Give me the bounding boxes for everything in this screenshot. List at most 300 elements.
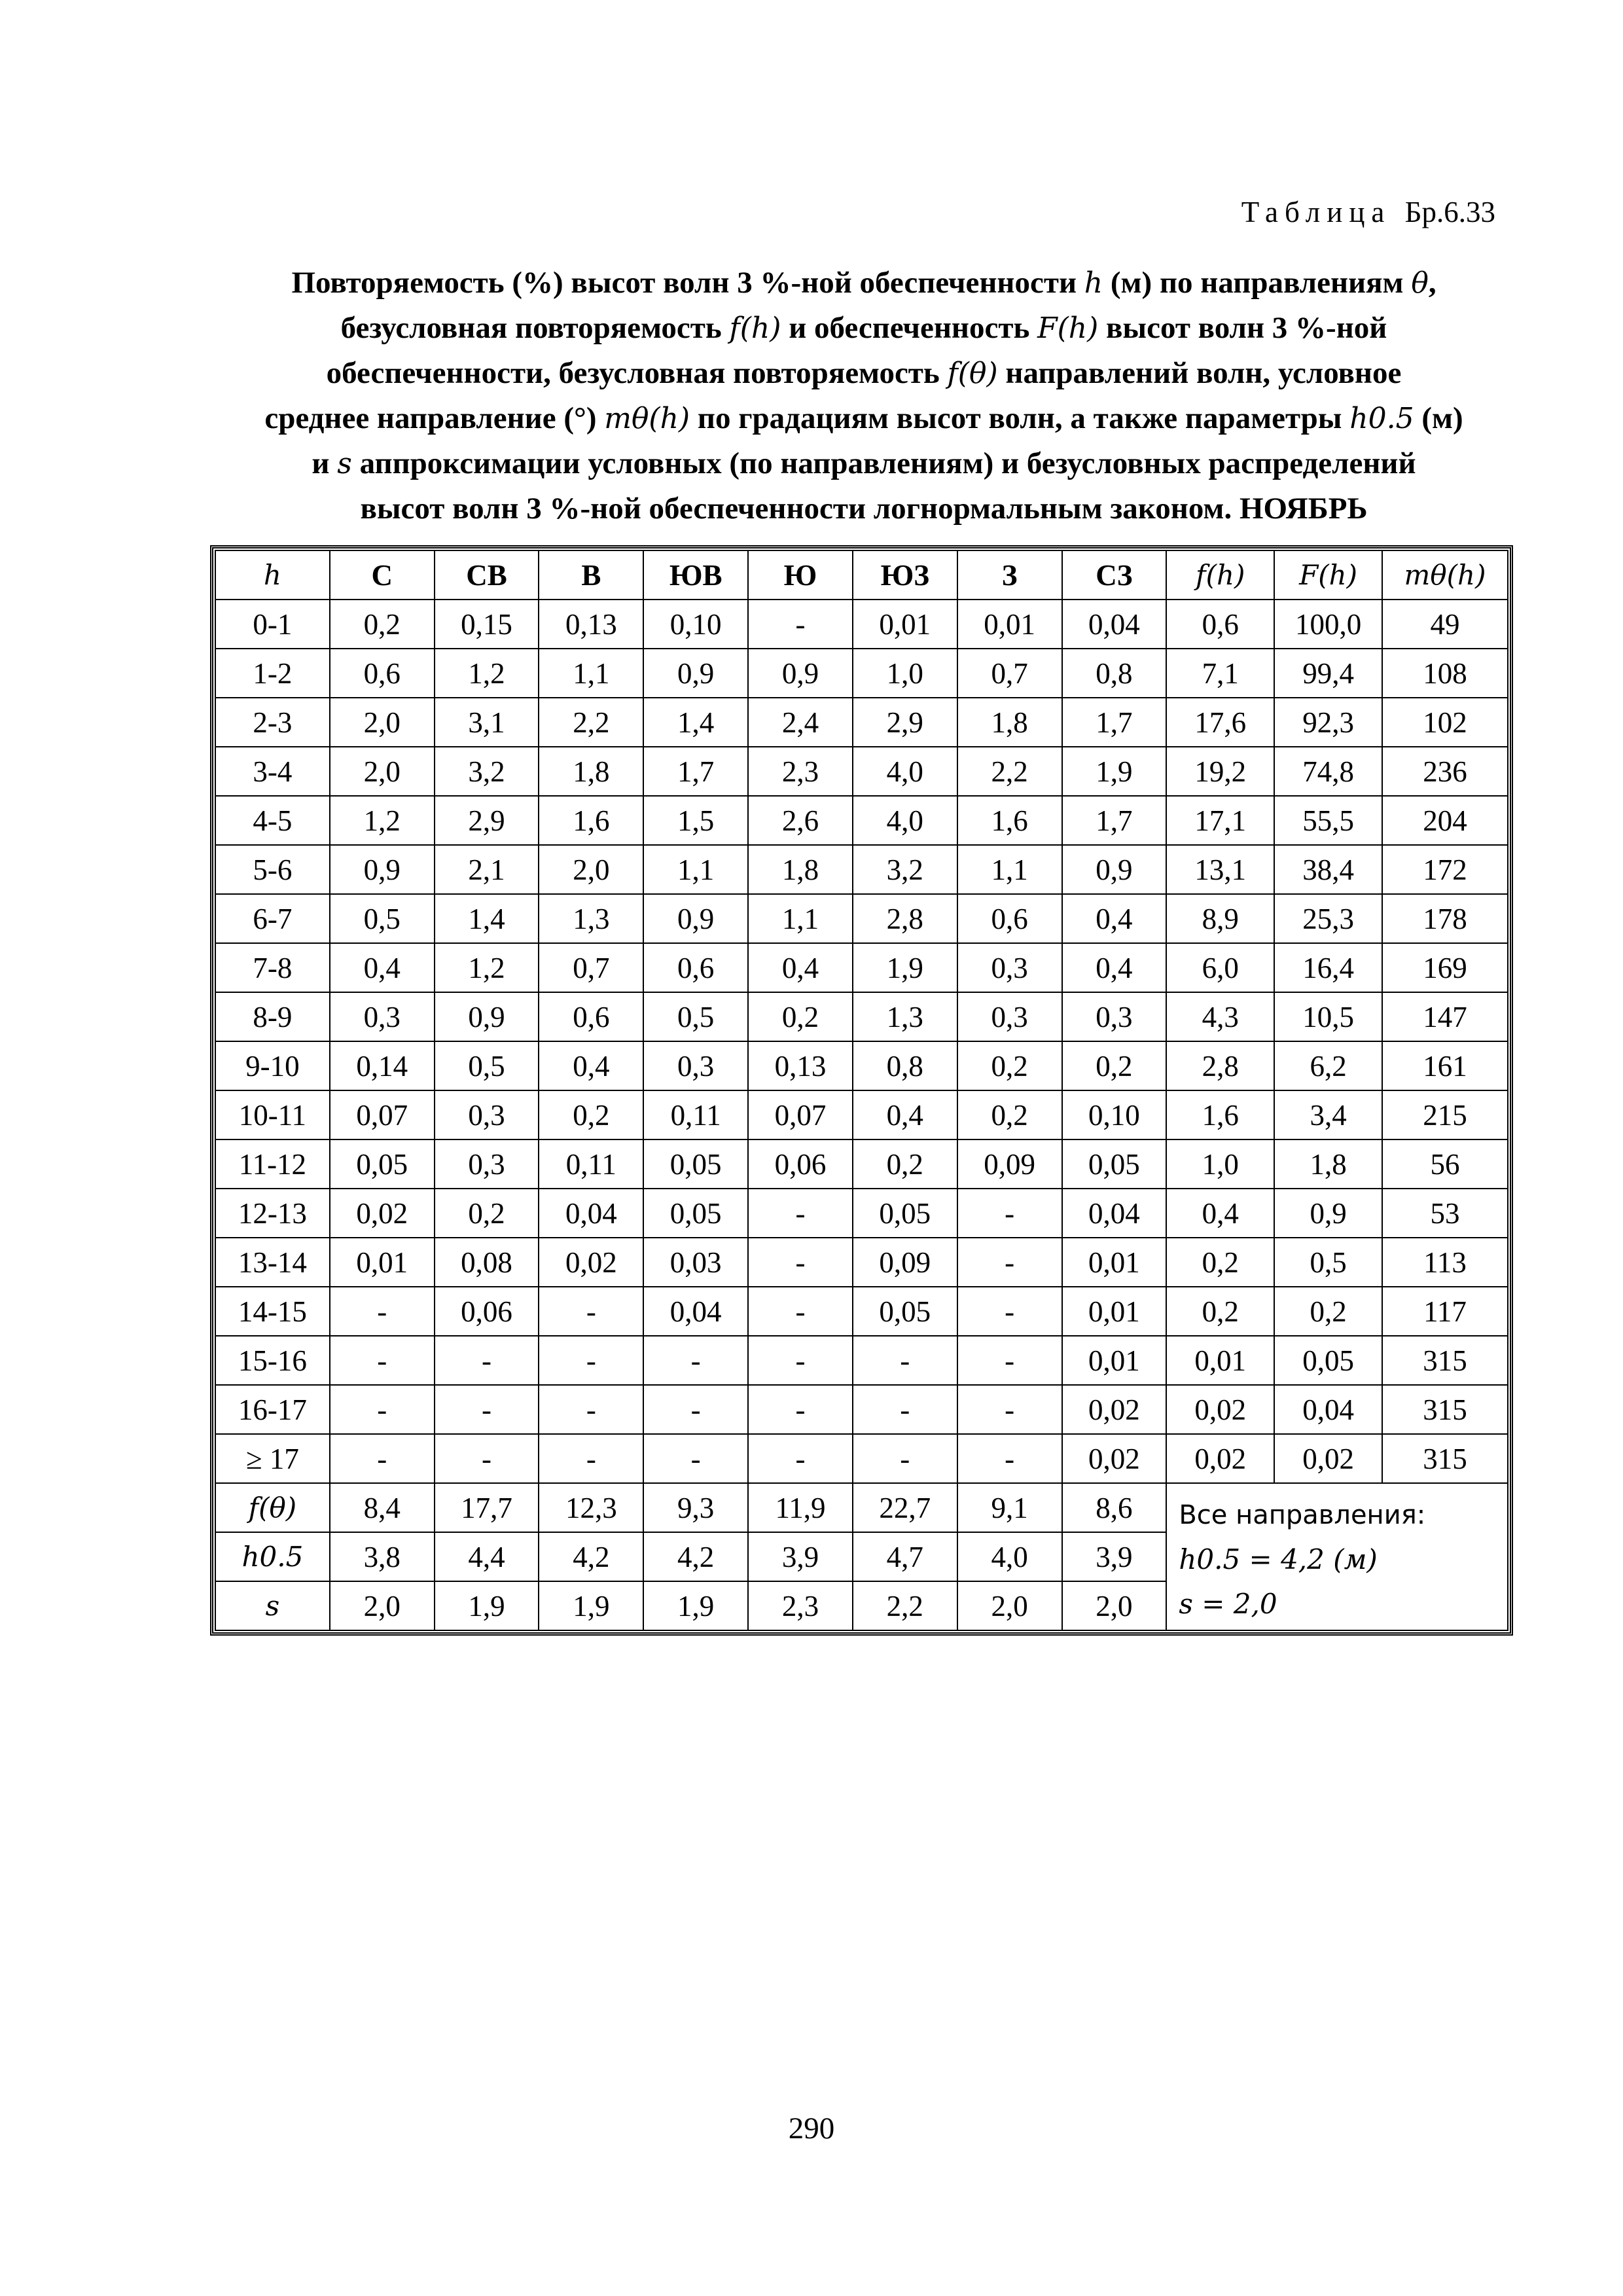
table-cell: 19,2 (1166, 747, 1274, 796)
table-cell: 1,4 (643, 698, 748, 747)
table-cell: 0,11 (643, 1090, 748, 1139)
table-cell: 2,1 (435, 845, 539, 894)
summary-line: h0.5 = 4,2 (м) (1179, 1543, 1378, 1575)
table-cell: 3,2 (853, 845, 957, 894)
table-cell: - (330, 1385, 435, 1434)
table-cell: - (435, 1336, 539, 1385)
table-caption: Повторяемость (%) высот волн 3 %-ной обеспеченности h (м) по направлениям θ, безусловная повторяемость f(h) и обеспеченность F(h) высот волн 3 %-ной обеспеченности, безусловная повторяемость f(θ) направлений волн, условное среднее направление (°) mθ(h) по градациям высот волн, а также параметры h0.5 (м) и s аппроксимации условных (по направлениям) и безусловных распределений высот волн 3 %-ной обеспеченности логнормальным законом. НОЯБРЬ (264, 266, 1463, 526)
table-cell: 56 (1382, 1139, 1508, 1189)
table-cell: 9,3 (643, 1483, 748, 1532)
table-cell: 0,07 (748, 1090, 853, 1139)
table-cell: 215 (1382, 1090, 1508, 1139)
table-row (215, 992, 1508, 1041)
table-cell: 8,9 (1166, 894, 1274, 943)
table-cell: 8,4 (330, 1483, 435, 1532)
table-cell: 17,1 (1166, 796, 1274, 845)
table-cell: 0,5 (643, 992, 748, 1041)
table-cell: 1,9 (643, 1581, 748, 1630)
caption-text: обеспеченности, безусловная повторяемость (326, 356, 940, 390)
table-cell: - (435, 1434, 539, 1483)
header-cell: В (539, 550, 643, 600)
table-cell: 0,2 (957, 1090, 1062, 1139)
table-cell: 0,3 (330, 992, 435, 1041)
table-cell: 0,04 (1062, 1189, 1167, 1238)
table-cell: - (748, 1189, 853, 1238)
table-row (215, 1090, 1508, 1139)
table-cell: 2,8 (853, 894, 957, 943)
table-row (215, 1041, 1508, 1090)
table-cell: 2,0 (957, 1581, 1062, 1630)
caption-text: Повторяемость (%) высот волн 3 %-ной обеспеченности (291, 266, 1077, 300)
caption-text: высот волн 3 %-ной (1106, 311, 1387, 345)
table-cell: - (748, 600, 853, 649)
table-cell: 2,0 (1062, 1581, 1167, 1630)
table-cell: 0,9 (643, 894, 748, 943)
table-cell: 2,3 (748, 1581, 853, 1630)
table-cell: - (330, 1287, 435, 1336)
table-cell: 0,8 (1062, 649, 1167, 698)
table-cell: 0,3 (957, 992, 1062, 1041)
table-cell: 315 (1382, 1434, 1508, 1483)
table-cell: 0,07 (330, 1090, 435, 1139)
table-cell: - (539, 1336, 643, 1385)
table-cell: 2,2 (957, 747, 1062, 796)
header-cell: F(h) (1274, 550, 1382, 600)
table-cell: 1,7 (643, 747, 748, 796)
row-height-range: 16-17 (215, 1385, 330, 1434)
caption-text: высот волн 3 %-ной обеспеченности логнормальным законом. НОЯБРЬ (360, 492, 1368, 526)
header-cell: f(h) (1166, 550, 1274, 600)
table-cell: 1,6 (957, 796, 1062, 845)
table-label (1241, 195, 1495, 229)
table-cell: 0,01 (330, 1238, 435, 1287)
table-cell: 7,1 (1166, 649, 1274, 698)
table-cell: 0,08 (435, 1238, 539, 1287)
table-cell: 2,9 (853, 698, 957, 747)
page-number: 290 (788, 2111, 835, 2145)
table-row (215, 747, 1508, 796)
table-row (215, 1434, 1508, 1483)
table-cell: 13,1 (1166, 845, 1274, 894)
table-cell: 0,09 (853, 1238, 957, 1287)
header-cell: Ю (748, 550, 853, 600)
table-cell: 0,04 (1062, 600, 1167, 649)
table-cell: - (853, 1336, 957, 1385)
row-height-range: 9-10 (215, 1041, 330, 1090)
table-cell: 55,5 (1274, 796, 1382, 845)
table-cell: 0,02 (1062, 1385, 1167, 1434)
table-cell: 1,6 (1166, 1090, 1274, 1139)
table-cell: - (748, 1336, 853, 1385)
table-cell: 0,2 (853, 1139, 957, 1189)
table-cell: 0,02 (330, 1189, 435, 1238)
table-cell: 0,13 (748, 1041, 853, 1090)
header-cell: ЮЗ (853, 550, 957, 600)
table-cell: 0,4 (330, 943, 435, 992)
caption-text: и (312, 446, 330, 480)
row-height-range: 10-11 (215, 1090, 330, 1139)
table-cell: 2,0 (330, 747, 435, 796)
table-cell: 4,0 (957, 1532, 1062, 1581)
table-cell: 2,0 (330, 1581, 435, 1630)
row-height-range: 0-1 (215, 600, 330, 649)
row-height-range: 2-3 (215, 698, 330, 747)
row-height-range: 8-9 (215, 992, 330, 1041)
caption-symbol: h0.5 (1349, 402, 1414, 435)
table-cell: 3,4 (1274, 1090, 1382, 1139)
table-cell: - (957, 1336, 1062, 1385)
table-cell: 0,3 (1062, 992, 1167, 1041)
table-cell: 0,9 (435, 992, 539, 1041)
header-cell: ЮВ (643, 550, 748, 600)
table-cell: 0,10 (643, 600, 748, 649)
table-cell: 0,6 (1166, 600, 1274, 649)
table-row (215, 1189, 1508, 1238)
table-cell: 0,05 (853, 1287, 957, 1336)
table-cell: 169 (1382, 943, 1508, 992)
table-cell: 0,2 (539, 1090, 643, 1139)
table-cell: 2,2 (539, 698, 643, 747)
table-cell: 1,1 (957, 845, 1062, 894)
table-cell: 0,4 (1062, 943, 1167, 992)
table-cell: 1,2 (435, 649, 539, 698)
table-cell: 8,6 (1062, 1483, 1167, 1532)
table-cell: 6,2 (1274, 1041, 1382, 1090)
table-cell: 1,1 (539, 649, 643, 698)
table-cell: 1,7 (1062, 698, 1167, 747)
row-height-range: 15-16 (215, 1336, 330, 1385)
table-row (215, 1139, 1508, 1189)
caption-text: аппроксимации условных (по направлениям) и безусловных распределений (359, 446, 1416, 480)
table-row (215, 600, 1508, 649)
row-height-range: 1-2 (215, 649, 330, 698)
table-cell: 0,05 (643, 1189, 748, 1238)
table-cell: - (539, 1385, 643, 1434)
caption-text: среднее направление (°) (264, 401, 597, 435)
table-cell: 0,6 (539, 992, 643, 1041)
table-cell: 1,3 (853, 992, 957, 1041)
table-cell: - (643, 1336, 748, 1385)
table-cell: 0,15 (435, 600, 539, 649)
table-cell: 0,01 (1062, 1336, 1167, 1385)
table-cell: 0,10 (1062, 1090, 1167, 1139)
table-label-prefix: Таблица (1241, 196, 1391, 228)
wave-height-table (215, 550, 1508, 1631)
table-cell: 16,4 (1274, 943, 1382, 992)
table-cell: - (957, 1434, 1062, 1483)
table-cell: 53 (1382, 1189, 1508, 1238)
table-cell: - (539, 1287, 643, 1336)
table-cell: 4,4 (435, 1532, 539, 1581)
table-cell: 2,0 (539, 845, 643, 894)
header-cell: mθ(h) (1382, 550, 1508, 600)
table-cell: 178 (1382, 894, 1508, 943)
table-cell: 0,02 (1062, 1434, 1167, 1483)
table-cell: 0,01 (1062, 1238, 1167, 1287)
table-cell: 11,9 (748, 1483, 853, 1532)
table-cell: 1,7 (1062, 796, 1167, 845)
table-cell: 0,8 (853, 1041, 957, 1090)
table-cell: 1,1 (748, 894, 853, 943)
table-cell: 0,02 (1274, 1434, 1382, 1483)
table-cell: 0,2 (1274, 1287, 1382, 1336)
table-cell: 0,3 (435, 1090, 539, 1139)
table-cell: 315 (1382, 1336, 1508, 1385)
table-cell: 4,7 (853, 1532, 957, 1581)
table-cell: - (957, 1287, 1062, 1336)
table-cell: 4,3 (1166, 992, 1274, 1041)
table-cell: 17,7 (435, 1483, 539, 1532)
table-cell: 0,04 (539, 1189, 643, 1238)
table-cell: 0,14 (330, 1041, 435, 1090)
row-height-range: 14-15 (215, 1287, 330, 1336)
table-cell: 1,0 (853, 649, 957, 698)
table-cell: 0,11 (539, 1139, 643, 1189)
table-cell: - (957, 1385, 1062, 1434)
table-cell: 10,5 (1274, 992, 1382, 1041)
all-directions-summary (1166, 1483, 1508, 1630)
caption-text: по градациям высот волн, а также параметры (697, 401, 1342, 435)
table-cell: 1,8 (748, 845, 853, 894)
table-cell: 25,3 (1274, 894, 1382, 943)
table-cell: 0,01 (957, 600, 1062, 649)
table-cell: 2,9 (435, 796, 539, 845)
table-cell: 1,9 (853, 943, 957, 992)
table-cell: - (435, 1385, 539, 1434)
table-cell: - (748, 1434, 853, 1483)
table-cell: 0,05 (643, 1139, 748, 1189)
table-cell: 0,5 (1274, 1238, 1382, 1287)
table-cell: - (539, 1434, 643, 1483)
table-cell: 0,9 (330, 845, 435, 894)
table-cell: 3,9 (748, 1532, 853, 1581)
caption-text: безусловная повторяемость (340, 311, 722, 345)
table-cell: 0,01 (1166, 1336, 1274, 1385)
table-cell: 108 (1382, 649, 1508, 698)
table-label-number: Бр.6.33 (1404, 196, 1495, 228)
table-cell: 0,9 (1062, 845, 1167, 894)
table-row (215, 1287, 1508, 1336)
caption-text: направлений волн, условное (1005, 356, 1402, 390)
table-cell: 4,0 (853, 796, 957, 845)
table-cell: 0,4 (853, 1090, 957, 1139)
table-cell: 0,3 (643, 1041, 748, 1090)
table-cell: 0,7 (957, 649, 1062, 698)
table-cell: 0,3 (435, 1139, 539, 1189)
table-cell: 3,9 (1062, 1532, 1167, 1581)
table-cell: 0,05 (1062, 1139, 1167, 1189)
table-cell: 236 (1382, 747, 1508, 796)
table-cell: 1,2 (330, 796, 435, 845)
table-cell: 1,9 (539, 1581, 643, 1630)
table-cell: 1,5 (643, 796, 748, 845)
table-cell: 1,2 (435, 943, 539, 992)
table-cell: 4,2 (539, 1532, 643, 1581)
footer-row-label: h0.5 (215, 1532, 330, 1581)
table-row (215, 1385, 1508, 1434)
table-row (215, 845, 1508, 894)
table-row (215, 1336, 1508, 1385)
table-cell: 147 (1382, 992, 1508, 1041)
table-cell: 74,8 (1274, 747, 1382, 796)
table-cell: 3,8 (330, 1532, 435, 1581)
table-cell: 4,2 (643, 1532, 748, 1581)
table-cell: 1,3 (539, 894, 643, 943)
table-cell: 0,5 (330, 894, 435, 943)
table-cell: 0,9 (748, 649, 853, 698)
caption-symbol: mθ(h) (604, 402, 690, 435)
row-height-range: 5-6 (215, 845, 330, 894)
table-cell: 1,4 (435, 894, 539, 943)
table-cell: 0,5 (435, 1041, 539, 1090)
table-cell: 1,0 (1166, 1139, 1274, 1189)
table-cell: 0,7 (539, 943, 643, 992)
summary-line: s = 2,0 (1179, 1588, 1277, 1620)
table-cell: - (748, 1385, 853, 1434)
table-cell: 2,8 (1166, 1041, 1274, 1090)
table-cell: 0,01 (853, 600, 957, 649)
table-cell: 161 (1382, 1041, 1508, 1090)
table-cell: 102 (1382, 698, 1508, 747)
table-cell: 0,09 (957, 1139, 1062, 1189)
row-height-range: 4-5 (215, 796, 330, 845)
row-height-range: 11-12 (215, 1139, 330, 1189)
table-cell: 9,1 (957, 1483, 1062, 1532)
table-cell: 3,1 (435, 698, 539, 747)
table-cell: - (957, 1189, 1062, 1238)
table-cell: 0,2 (748, 992, 853, 1041)
table-cell: 1,8 (957, 698, 1062, 747)
table-cell: 4,0 (853, 747, 957, 796)
table-cell: 1,1 (643, 845, 748, 894)
table-cell: 172 (1382, 845, 1508, 894)
table-cell: 99,4 (1274, 649, 1382, 698)
table-cell: - (330, 1336, 435, 1385)
table-cell: 0,2 (1062, 1041, 1167, 1090)
table-cell: 0,4 (748, 943, 853, 992)
table-cell: 1,8 (1274, 1139, 1382, 1189)
table-cell: 0,6 (643, 943, 748, 992)
table-cell: 0,2 (435, 1189, 539, 1238)
caption-symbol: f(θ) (947, 357, 998, 390)
table-cell: 1,8 (539, 747, 643, 796)
caption-symbol: f(h) (729, 312, 781, 345)
table-cell: - (330, 1434, 435, 1483)
table-row (215, 894, 1508, 943)
table-cell: 0,02 (1166, 1385, 1274, 1434)
caption-text: (м) по направлениям (1110, 266, 1404, 300)
table-cell: 0,3 (957, 943, 1062, 992)
table-cell: 2,3 (748, 747, 853, 796)
table-cell: 0,6 (330, 649, 435, 698)
row-height-range: ≥ 17 (215, 1434, 330, 1483)
table-cell: 0,06 (748, 1139, 853, 1189)
table-cell: 0,4 (539, 1041, 643, 1090)
table-cell: 2,2 (853, 1581, 957, 1630)
row-height-range: 12-13 (215, 1189, 330, 1238)
caption-text: (м) (1421, 401, 1463, 435)
caption-symbol: F(h) (1037, 312, 1099, 345)
table-cell: 0,02 (539, 1238, 643, 1287)
header-cell: СВ (435, 550, 539, 600)
table-cell: - (853, 1434, 957, 1483)
table-cell: 2,6 (748, 796, 853, 845)
table-cell: 1,6 (539, 796, 643, 845)
table-cell: 0,03 (643, 1238, 748, 1287)
table-cell: 204 (1382, 796, 1508, 845)
table-cell: 0,9 (1274, 1189, 1382, 1238)
table-cell: - (748, 1238, 853, 1287)
table-row (215, 943, 1508, 992)
table-cell: 0,02 (1166, 1434, 1274, 1483)
header-cell: h (215, 550, 330, 600)
table-cell: 2,4 (748, 698, 853, 747)
table-cell: 38,4 (1274, 845, 1382, 894)
table-cell: 0,06 (435, 1287, 539, 1336)
footer-row-label: s (215, 1581, 330, 1630)
table-header-row (215, 550, 1508, 600)
table-cell: 0,2 (1166, 1238, 1274, 1287)
table-cell: 0,9 (643, 649, 748, 698)
table-cell: 0,4 (1166, 1189, 1274, 1238)
table-cell: - (748, 1287, 853, 1336)
table-cell: 0,2 (1166, 1287, 1274, 1336)
table-cell: 0,04 (643, 1287, 748, 1336)
table-cell: 92,3 (1274, 698, 1382, 747)
table-cell: 0,05 (330, 1139, 435, 1189)
header-cell: СЗ (1062, 550, 1167, 600)
table-cell: 22,7 (853, 1483, 957, 1532)
caption-symbol: h (1084, 266, 1103, 300)
caption-text: и обеспеченность (789, 311, 1030, 345)
table-cell: 315 (1382, 1385, 1508, 1434)
table-cell: 0,05 (853, 1189, 957, 1238)
row-height-range: 6-7 (215, 894, 330, 943)
table-row (215, 796, 1508, 845)
table-cell: 6,0 (1166, 943, 1274, 992)
summary-line: Все направления: (1179, 1500, 1426, 1530)
table-cell: 0,2 (957, 1041, 1062, 1090)
table-cell: - (957, 1238, 1062, 1287)
caption-symbol: θ (1411, 266, 1429, 300)
table-cell: 0,01 (1062, 1287, 1167, 1336)
table-cell: 1,9 (1062, 747, 1167, 796)
table-cell: 100,0 (1274, 600, 1382, 649)
table-cell: 113 (1382, 1238, 1508, 1287)
table-cell: 0,05 (1274, 1336, 1382, 1385)
header-cell: С (330, 550, 435, 600)
table-cell: 17,6 (1166, 698, 1274, 747)
row-height-range: 3-4 (215, 747, 330, 796)
caption-symbol: s (337, 447, 352, 480)
table-row (215, 698, 1508, 747)
table-row (215, 649, 1508, 698)
row-height-range: 7-8 (215, 943, 330, 992)
footer-row-label: f(θ) (215, 1483, 330, 1532)
table-cell: - (853, 1385, 957, 1434)
table-cell: - (643, 1434, 748, 1483)
header-cell: З (957, 550, 1062, 600)
table-cell: 49 (1382, 600, 1508, 649)
row-height-range: 13-14 (215, 1238, 330, 1287)
footer-row (215, 1483, 1508, 1532)
table-cell: 2,0 (330, 698, 435, 747)
table-cell: 0,6 (957, 894, 1062, 943)
table-cell: 0,4 (1062, 894, 1167, 943)
table-cell: 0,2 (330, 600, 435, 649)
table-cell: 12,3 (539, 1483, 643, 1532)
table-cell: 3,2 (435, 747, 539, 796)
